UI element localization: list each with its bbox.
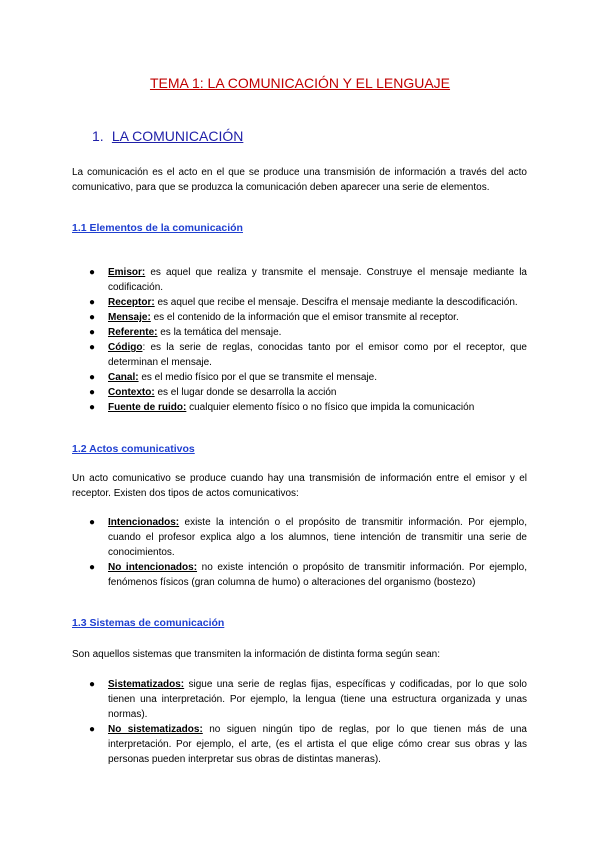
list-item-term: Fuente de ruido: — [108, 402, 187, 413]
list-item-term: Emisor: — [108, 267, 146, 278]
bullet-icon: ● — [89, 297, 96, 308]
list-item — [72, 400, 527, 415]
bullet-icon: ● — [89, 679, 96, 690]
bullet-icon: ● — [89, 517, 96, 528]
bullet-icon: ● — [89, 402, 96, 413]
list-item — [72, 677, 527, 722]
bullet-icon: ● — [89, 372, 96, 383]
list-item-term: Contexto: — [108, 387, 155, 398]
actos-list — [72, 515, 527, 590]
list-item-text: es el lugar donde se desarrolla la acción — [154, 387, 337, 398]
subheading-sistemas: 1.3 Sistemas de comunicación — [72, 617, 225, 629]
list-item — [72, 370, 527, 385]
subheading-actos: 1.2 Actos comunicativos — [72, 443, 195, 455]
list-item — [72, 515, 527, 560]
list-item-text: existe la intención o el propósito de transmitir información. Por ejemplo, cuando el profesor explica algo a los alumnos, tiene intención de transmitir una serie de conocimientos. — [108, 517, 527, 558]
list-item-text: es aquel que realiza y transmite el mensaje. Construye el mensaje mediante la codificación. — [108, 267, 527, 293]
list-item — [72, 325, 527, 340]
list-item — [72, 722, 527, 767]
elementos-list — [72, 265, 527, 415]
sistemas-list — [72, 677, 527, 767]
bullet-icon: ● — [89, 342, 96, 353]
list-item-term: Canal: — [108, 372, 139, 383]
list-item-text: no existe intención o propósito de transmitir información. Por ejemplo, fenómenos físicos (gran columna de humo) o alteraciones del organismo (bostezo) — [108, 562, 527, 588]
list-item-term: No sistematizados: — [108, 724, 203, 735]
document-title: TEMA 1: LA COMUNICACIÓN Y EL LENGUAJE — [149, 75, 451, 91]
list-item-text: es la temática del mensaje. — [157, 327, 282, 338]
list-item-text: es aquel que recibe el mensaje. Descifra el mensaje mediante la descodificación. — [154, 297, 518, 308]
list-item — [72, 295, 527, 310]
bullet-icon: ● — [89, 327, 96, 338]
list-item-text: es el contenido de la información que el emisor transmite al receptor. — [150, 312, 459, 323]
bullet-icon: ● — [89, 312, 96, 323]
list-item-text: cualquier elemento físico o no físico que impida la comunicación — [186, 402, 475, 413]
list-item — [72, 310, 527, 325]
section-number: 1. — [92, 128, 104, 144]
bullet-icon: ● — [89, 562, 96, 573]
list-item — [72, 340, 527, 370]
section-title: LA COMUNICACIÓN — [111, 128, 244, 144]
list-item-term: Sistematizados: — [108, 679, 185, 690]
sistemas-paragraph: Son aquellos sistemas que transmiten la información de distinta forma según sean: — [72, 649, 440, 660]
subheading-elementos: 1.1 Elementos de la comunicación — [72, 222, 243, 234]
list-item — [72, 560, 527, 590]
bullet-icon: ● — [89, 267, 96, 278]
list-item-term: Mensaje: — [108, 312, 151, 323]
bullet-icon: ● — [89, 387, 96, 398]
list-item-term: Referente: — [108, 327, 158, 338]
list-item — [72, 265, 527, 295]
actos-paragraph: Un acto comunicativo se produce cuando hay una transmisión de información entre el emisor y el receptor. Existen dos tipos de actos comunicativos: — [72, 473, 527, 499]
list-item-text: es el medio físico por el que se transmite el mensaje. — [138, 372, 378, 383]
list-item-term: No intencionados: — [108, 562, 198, 573]
list-item-term: Intencionados: — [108, 517, 180, 528]
list-item — [72, 385, 527, 400]
bullet-icon: ● — [89, 724, 96, 735]
list-item-text: no siguen ningún tipo de reglas, por lo que tienen más de una interpretación. Por ejemplo, el arte, (es el artista el que elige cómo crear sus obras y las personas pueden interpretar sus obras de distintas maneras). — [108, 724, 527, 765]
list-item-term: Receptor: — [108, 297, 155, 308]
list-item-text: sigue una serie de reglas fijas, específicas y codificadas, por lo que solo tienen una interpretación. Por ejemplo, la lengua (tiene una estructura organizada y unas normas). — [108, 679, 527, 720]
intro-paragraph: La comunicación es el acto en el que se produce una transmisión de información a través del acto comunicativo, para que se produzca la comunicación deben aparecer una serie de elementos. — [72, 167, 527, 193]
list-item-term: Código — [108, 342, 143, 353]
list-item-text: : es la serie de reglas, conocidas tanto por el emisor como por el receptor, que determinan el mensaje. — [108, 342, 527, 368]
section-heading — [92, 128, 243, 144]
